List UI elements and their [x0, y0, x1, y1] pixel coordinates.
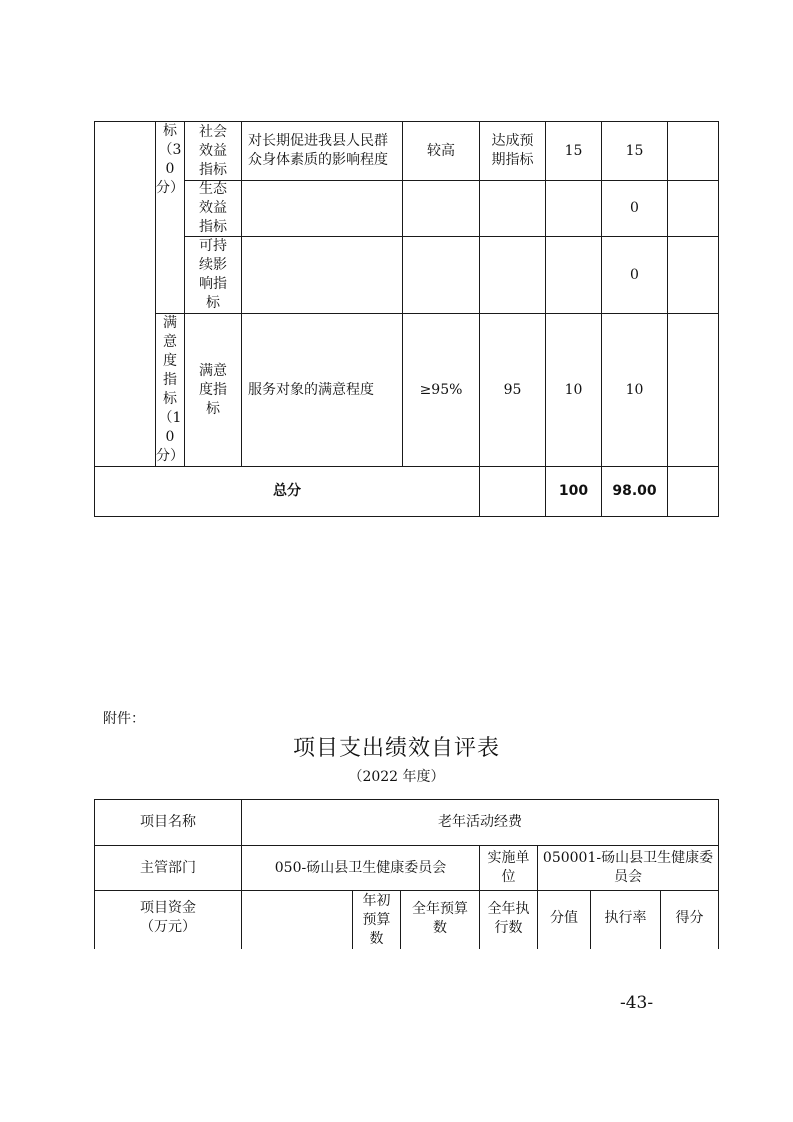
cat-line: 分）	[156, 180, 184, 196]
text-line: 度	[163, 353, 177, 369]
satisfaction-got: 10	[625, 381, 644, 398]
sustainable-impact-got: 0	[630, 266, 639, 283]
text-line: 响指	[199, 276, 227, 292]
form-title: 项目支出绩效自评表	[292, 736, 500, 761]
col-annual-exec	[480, 891, 537, 949]
text-line: 满	[163, 315, 177, 331]
text-line: 行数	[494, 920, 523, 936]
text-line: 度指	[199, 382, 227, 398]
ecological-benefit-got: 0	[630, 200, 639, 216]
project-name-value: 老年活动经费	[438, 814, 522, 830]
text-line: 效益	[199, 142, 227, 159]
satisfaction-content: 服务对象的满意程度	[248, 381, 374, 398]
dept-value: 050-砀山县卫生健康委员会	[274, 859, 447, 876]
social-benefit-indicator	[185, 122, 241, 180]
satisfaction-indicator	[185, 314, 241, 466]
text-line: 效益	[199, 200, 227, 216]
text-line: 预算	[362, 911, 391, 928]
text-line: 标	[206, 401, 220, 417]
text-line: 续影	[199, 257, 227, 273]
text-line: 指标	[199, 161, 227, 178]
satisfaction-category-label	[156, 314, 184, 466]
text-line: 分）	[156, 448, 184, 464]
total-label: 总分	[273, 483, 301, 499]
text-line: 员会	[614, 869, 642, 885]
text-line: 年初	[362, 892, 391, 909]
text-line: 可持	[199, 238, 227, 254]
cat-line: 标	[163, 123, 177, 139]
col-initial-budget	[353, 891, 400, 949]
text-line: 全年预算	[412, 901, 468, 917]
funds-label	[95, 891, 241, 949]
text-line: 指标	[199, 219, 227, 235]
impl-unit-value	[538, 846, 718, 890]
social-benefit-target: 较高	[427, 142, 455, 159]
text-line: 标	[163, 391, 177, 407]
text-line: （万元）	[140, 919, 196, 935]
rule	[94, 121, 95, 517]
text-line: （1	[158, 410, 182, 426]
text-line: 意	[163, 334, 177, 350]
rule	[718, 799, 719, 949]
text-line: 数	[433, 920, 447, 936]
cat-line: 0	[165, 161, 175, 177]
rule	[718, 121, 719, 517]
ecological-benefit-indicator	[185, 181, 241, 236]
text-line: 满意	[199, 363, 227, 379]
col-score: 分值	[550, 910, 578, 926]
form-year: （2022 年度）	[348, 769, 445, 785]
text-line: 全年执	[487, 901, 530, 917]
social-benefit-score: 15	[564, 142, 583, 159]
text-line: 实施单	[487, 850, 530, 866]
social-benefit-content	[242, 122, 402, 180]
sustainable-impact-indicator	[185, 237, 241, 313]
social-benefit-got: 15	[625, 142, 644, 159]
text-line: 050001-砀山县卫生健康委	[542, 850, 714, 866]
rule	[94, 516, 718, 517]
total-score: 100	[558, 483, 589, 499]
text-line: 社会	[199, 123, 227, 140]
text-line: 标	[206, 295, 220, 311]
text-line: 期指标	[491, 152, 534, 168]
cat-line: （3	[158, 142, 182, 158]
text-line: 指	[163, 372, 177, 388]
col-annual-budget	[401, 891, 479, 949]
social-benefit-actual	[480, 122, 545, 180]
col-got: 得分	[675, 910, 704, 926]
page-number: -43-	[620, 993, 654, 1013]
text-line: 达成预	[491, 133, 534, 149]
satisfaction-actual: 95	[503, 381, 522, 398]
text-line: 0	[165, 429, 175, 445]
text-line: 位	[501, 869, 516, 885]
project-name-label: 项目名称	[140, 814, 196, 830]
text-line: 数	[369, 930, 384, 947]
text-line: 项目资金	[140, 900, 196, 916]
text-line: 对长期促进我县人民群	[248, 133, 388, 149]
effect-category-label	[156, 122, 184, 200]
dept-label: 主管部门	[140, 859, 196, 876]
text-line: 生态	[199, 181, 227, 197]
total-got: 98.00	[612, 483, 657, 499]
impl-unit-label	[480, 846, 537, 890]
text-line: 众身体素质的影响程度	[248, 152, 388, 168]
satisfaction-target: ≥95%	[419, 381, 463, 398]
col-exec-rate: 执行率	[604, 910, 647, 926]
satisfaction-score: 10	[564, 381, 583, 398]
rule	[667, 121, 668, 517]
attachment-label: 附件：	[103, 711, 145, 727]
